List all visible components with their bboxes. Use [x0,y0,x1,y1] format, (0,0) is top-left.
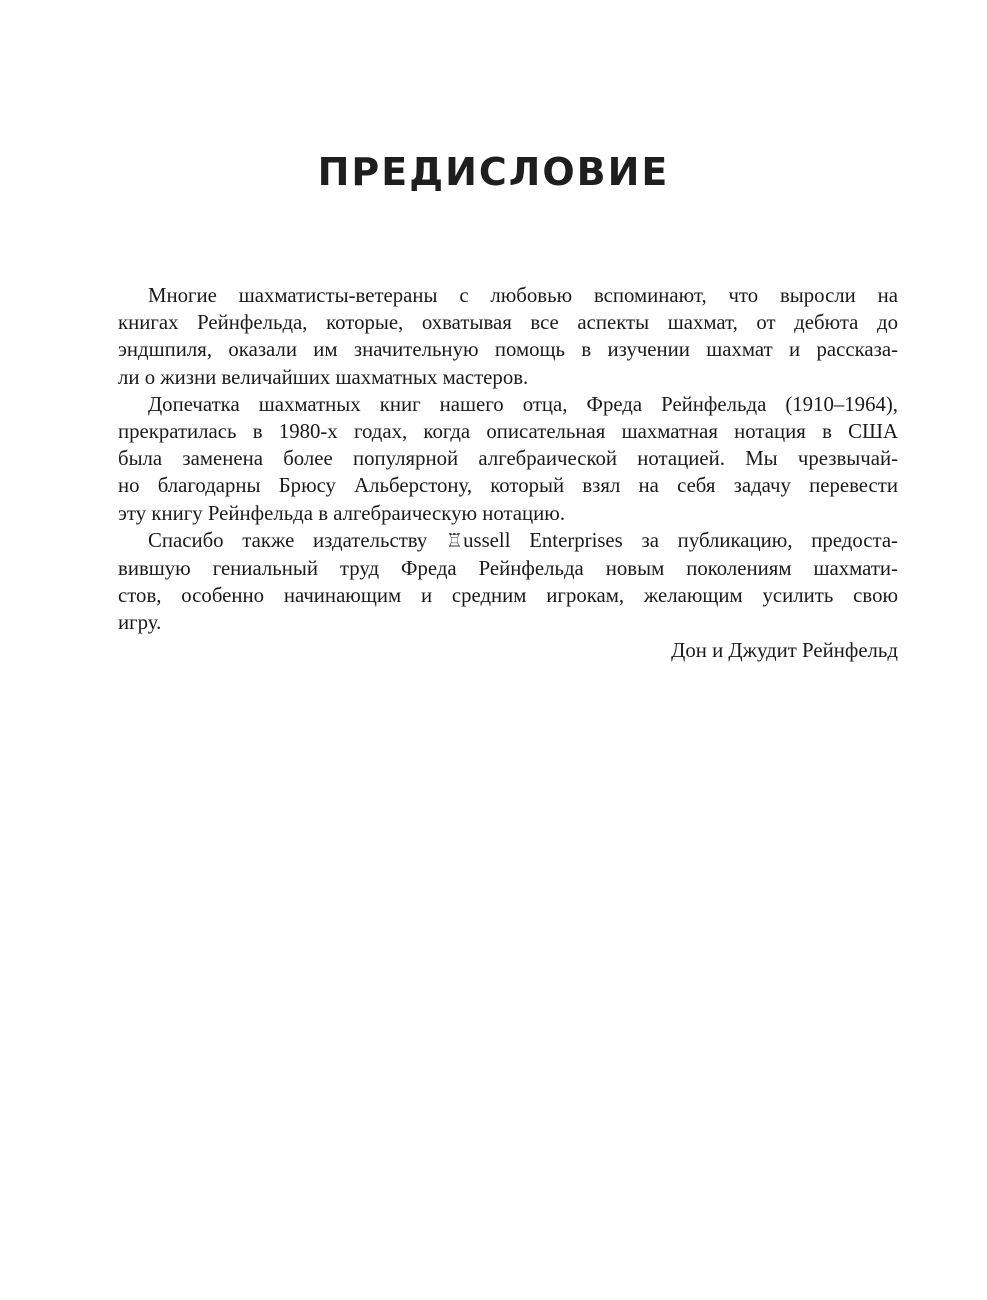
page-title: ПРЕДИСЛОВИЕ [317,150,670,194]
paragraph-2 [118,391,898,527]
text-line: но благодарны Брюсу Альберстону, который взял на себя задачу перевести [118,474,898,498]
paragraph-1 [118,282,898,391]
text-line: эту книгу Рейнфельда в алгебраическую нотацию. [118,501,566,525]
text-line: была заменена более популярной алгебраической нотацией. Мы чрезвычай- [118,447,898,471]
text-line: Многие шахматисты-ветераны с любовью вспоминают, что выросли на [148,284,898,307]
text-line: стов, особенно начинающим и средним игрокам, желающим усилить свою [118,584,898,608]
text-line: Допечатка шахматных книг нашего отца, Фреда Рейнфельда (1910–1964), [148,392,898,416]
text-fragment: Спасибо также издательству [148,528,447,552]
body-text [118,282,898,664]
text-fragment: ussell Enterprises за публикацию, предоста- [463,528,898,552]
text-line: прекратилась в 1980-х годах, когда описательная шахматная нотация в США [118,420,898,444]
text-line: игру. [118,611,162,635]
text-line: ли о жизни величайших шахматных мастеров. [118,365,529,389]
text-line [118,527,898,555]
text-line: книгах Рейнфельда, которые, охватывая все аспекты шахмат, от дебюта до [118,311,898,335]
rook-icon: ♖ [446,529,464,552]
text-line: эндшпиля, оказали им значительную помощь в изучении шахмат и рассказа- [118,338,898,362]
text-line: вившую гениальный труд Фреда Рейнфельда новым поколениям шахмати- [118,557,898,581]
paragraph-3 [118,527,898,637]
signature: Дон и Джудит Рейнфельд [671,638,898,662]
